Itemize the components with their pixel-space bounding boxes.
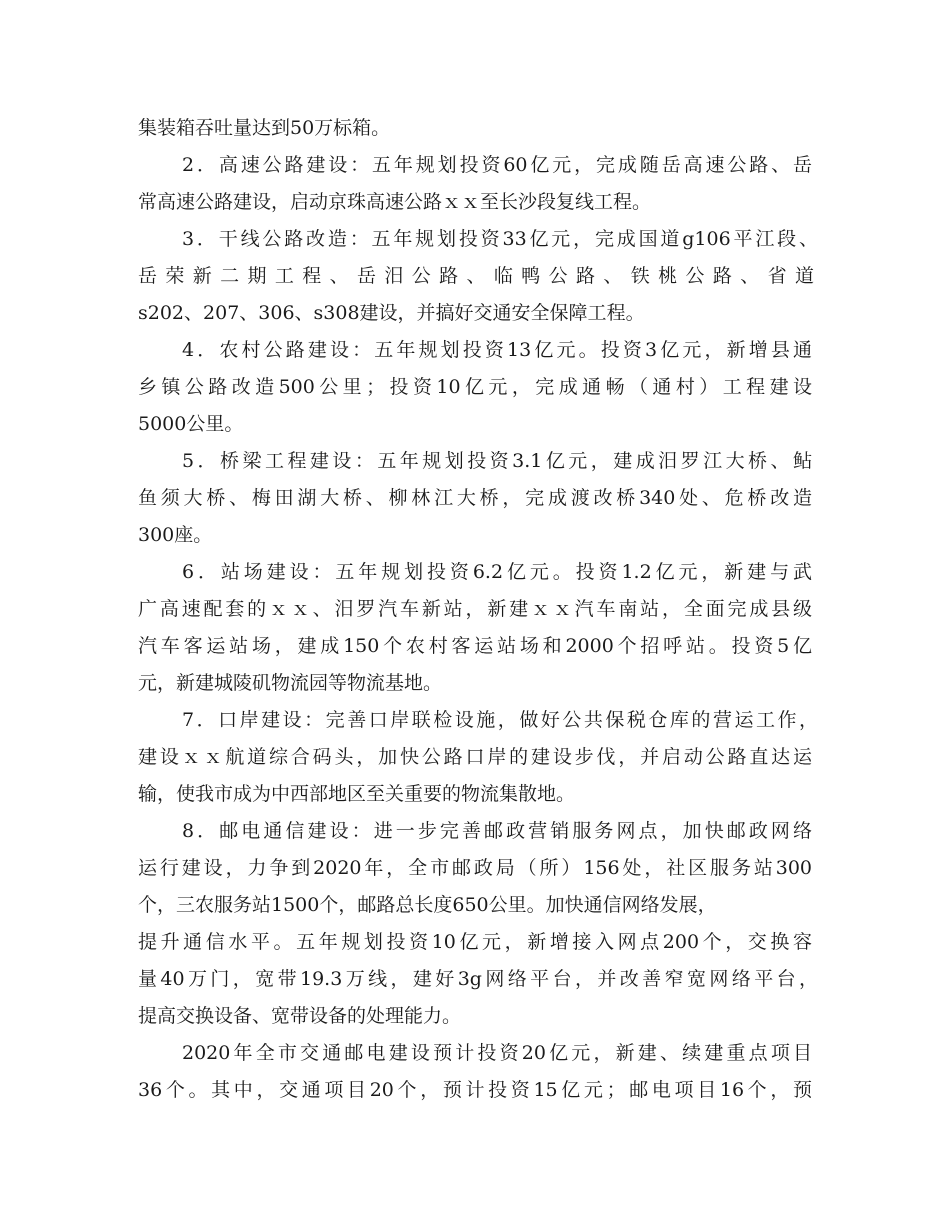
text-line: 300座。 xyxy=(138,524,213,546)
text-line: 元，新建城陵矶物流园等物流基地。 xyxy=(138,672,443,694)
text-line: 提升通信水平。五年规划投资10亿元，新增接入网点200个，交换容 xyxy=(138,931,812,953)
text-line: 鱼须大桥、梅田湖大桥、柳林江大桥，完成渡改桥340处、危桥改造 xyxy=(138,487,812,509)
text-line: 广高速配套的ｘｘ、汨罗汽车新站，新建ｘｘ汽车南站，全面完成县级 xyxy=(138,598,812,620)
text-line: 6．站场建设：五年规划投资6.2亿元。投资1.2亿元，新建与武 xyxy=(182,561,812,583)
text-line: 常高速公路建设，启动京珠高速公路ｘｘ至长沙段复线工程。 xyxy=(138,191,652,213)
text-line: 3．干线公路改造：五年规划投资33亿元，完成国道g106平江段、 xyxy=(182,228,818,250)
text-line: 建设ｘｘ航道综合码头，加快公路口岸的建设步伐，并启动公路直达运 xyxy=(138,746,812,768)
text-line: 8．邮电通信建设：进一步完善邮政营销服务网点，加快邮政网络 xyxy=(182,820,812,842)
text-line: 集装箱吞吐量达到50万标箱。 xyxy=(138,117,391,139)
text-line: 7．口岸建设：完善口岸联检设施，做好公共保税仓库的营运工作， xyxy=(182,709,818,731)
text-line: 量40万门，宽带19.3万线，建好3g网络平台，并改善窄宽网络平台， xyxy=(138,968,818,990)
text-line: 运行建设，力争到2020年，全市邮政局（所）156处，社区服务站300 xyxy=(138,857,812,879)
text-line: 汽车客运站场，建成150个农村客运站场和2000个招呼站。投资5亿 xyxy=(138,635,812,657)
text-line: 4．农村公路建设：五年规划投资13亿元。投资3亿元，新增县通 xyxy=(182,339,812,361)
text-line: 个，三农服务站1500个，邮路总长度650公里。加快通信网络发展， xyxy=(138,894,717,916)
text-line: 岳荣新二期工程、岳汨公路、临鸭公路、铁桃公路、省道 xyxy=(138,265,814,287)
text-line: 提高交换设备、宽带设备的处理能力。 xyxy=(138,1005,462,1027)
text-line: 36个。其中，交通项目20个，预计投资15亿元；邮电项目16个，预 xyxy=(138,1079,812,1101)
text-line: s202、207、306、s308建设，并搞好交通安全保障工程。 xyxy=(138,302,645,324)
text-line: 5．桥梁工程建设：五年规划投资3.1亿元，建成汨罗江大桥、鲇 xyxy=(182,450,812,472)
text-line: 2．高速公路建设：五年规划投资60亿元，完成随岳高速公路、岳 xyxy=(182,154,812,176)
text-line: 5000公里。 xyxy=(138,413,244,435)
text-line: 2020年全市交通邮电建设预计投资20亿元，新建、续建重点项目 xyxy=(182,1042,812,1064)
text-line: 乡镇公路改造500公里；投资10亿元，完成通畅（通村）工程建设 xyxy=(138,376,812,398)
text-line: 输，使我市成为中西部地区至关重要的物流集散地。 xyxy=(138,783,576,805)
